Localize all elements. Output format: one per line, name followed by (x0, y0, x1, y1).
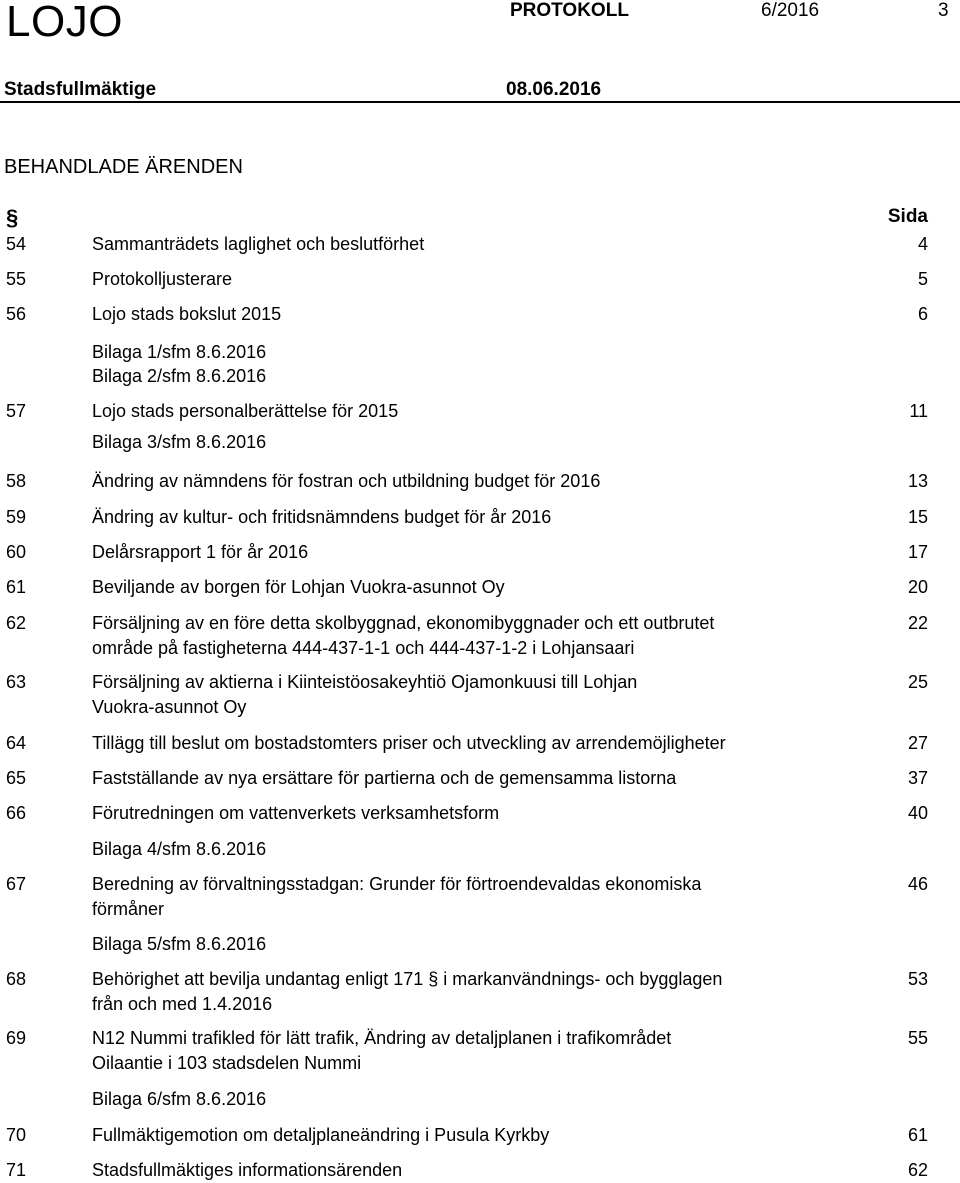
document-number: 6/2016 (761, 0, 820, 21)
page-number: 3 (938, 0, 949, 21)
item-page: 20 (907, 577, 928, 597)
item-number: 68 (6, 969, 27, 989)
item-title: Förutredningen om vattenverkets verksamhetsform (92, 803, 500, 823)
attachment-line: Bilaga 3/sfm 8.6.2016 (92, 432, 267, 452)
item-page: 62 (907, 1160, 928, 1180)
item-title (92, 670, 852, 720)
item-number: 63 (6, 672, 27, 692)
item-title: Delårsrapport 1 för år 2016 (92, 542, 309, 562)
item-page: 61 (907, 1125, 928, 1145)
item-title: Tillägg till beslut om bostadstomters priser och utveckling av arrendemöjligheter (92, 733, 726, 753)
item-title-line: N12 Nummi trafikled för lätt trafik, Ändring av detaljplanen i trafikområdet (92, 1028, 672, 1048)
item-page: 37 (907, 768, 928, 788)
item-title-line: Behörighet att bevilja undantag enligt 171 § i markanvändnings- och bygglagen (92, 969, 723, 989)
item-number: 54 (6, 234, 27, 254)
item-title-line: Försäljning av aktierna i Kiinteistöosakeyhtiö Ojamonkuusi till Lohjan (92, 672, 638, 692)
item-title: Lojo stads personalberättelse för 2015 (92, 401, 399, 421)
item-page: 15 (907, 507, 928, 527)
item-page: 22 (907, 613, 928, 633)
item-title: Stadsfullmäktiges informationsärenden (92, 1160, 403, 1180)
item-number: 57 (6, 401, 27, 421)
item-title: Lojo stads bokslut 2015 (92, 304, 282, 324)
item-page: 55 (907, 1028, 928, 1048)
item-title-line: från och med 1.4.2016 (92, 994, 273, 1014)
item-title-line: Oilaantie i 103 stadsdelen Nummi (92, 1053, 362, 1073)
body-name: Stadsfullmäktige (4, 79, 157, 100)
item-title: Fastställande av nya ersättare för partierna och de gemensamma listorna (92, 768, 677, 788)
item-number: 55 (6, 269, 27, 289)
item-title: Protokolljusterare (92, 269, 233, 289)
item-number: 61 (6, 577, 27, 597)
item-title: Fullmäktigemotion om detaljplaneändring i Pusula Kyrkby (92, 1125, 550, 1145)
attachment-line: Bilaga 4/sfm 8.6.2016 (92, 839, 267, 859)
item-number: 66 (6, 803, 27, 823)
section-title: BEHANDLADE ÄRENDEN (4, 156, 243, 178)
item-title-line: Försäljning av en före detta skolbyggnad, ekonomibyggnader och ett outbrutet (92, 613, 715, 633)
item-number: 64 (6, 733, 27, 753)
item-page: 4 (917, 234, 928, 254)
item-page: 6 (917, 304, 928, 324)
item-page: 53 (907, 969, 928, 989)
logo: LOJO (6, 0, 123, 46)
item-number: 65 (6, 768, 27, 788)
item-number: 71 (6, 1160, 27, 1180)
meeting-date: 08.06.2016 (506, 79, 602, 100)
item-number: 59 (6, 507, 27, 527)
item-title (92, 1026, 852, 1076)
item-title (92, 872, 852, 922)
item-number: 60 (6, 542, 27, 562)
paragraph-symbol-header: § (6, 205, 19, 230)
item-title: Beviljande av borgen för Lohjan Vuokra-asunnot Oy (92, 577, 505, 597)
item-page: 5 (917, 269, 928, 289)
page-column-header: Sida (887, 206, 928, 227)
item-title-line: Vuokra-asunnot Oy (92, 697, 247, 717)
item-title (92, 611, 852, 661)
item-page: 11 (909, 401, 928, 421)
header-rule (0, 101, 960, 103)
item-page: 17 (907, 542, 928, 562)
item-number: 58 (6, 471, 27, 491)
attachment-line: Bilaga 6/sfm 8.6.2016 (92, 1089, 267, 1109)
item-title-line: förmåner (92, 899, 165, 919)
document-type: PROTOKOLL (510, 0, 629, 21)
item-title-line: Beredning av förvaltningsstadgan: Grunder för förtroendevaldas ekonomiska (92, 874, 702, 894)
attachment-line: Bilaga 5/sfm 8.6.2016 (92, 934, 267, 954)
item-title-line: område på fastigheterna 444-437-1-1 och 444-437-1-2 i Lohjansaari (92, 638, 635, 658)
item-title: Ändring av kultur- och fritidsnämndens budget för år 2016 (92, 507, 552, 527)
attachment-line: Bilaga 1/sfm 8.6.2016 (92, 342, 267, 362)
item-page: 27 (907, 733, 928, 753)
item-title: Sammanträdets laglighet och beslutförhet (92, 234, 425, 254)
item-number: 62 (6, 613, 27, 633)
item-number: 56 (6, 304, 27, 324)
item-title (92, 967, 852, 1017)
attachment-line: Bilaga 2/sfm 8.6.2016 (92, 366, 267, 386)
item-page: 13 (907, 471, 928, 491)
item-number: 70 (6, 1125, 27, 1145)
item-number: 67 (6, 874, 27, 894)
item-page: 40 (907, 803, 928, 823)
item-number: 69 (6, 1028, 27, 1048)
item-page: 25 (907, 672, 928, 692)
item-page: 46 (907, 874, 928, 894)
item-title: Ändring av nämndens för fostran och utbildning budget för 2016 (92, 471, 601, 491)
